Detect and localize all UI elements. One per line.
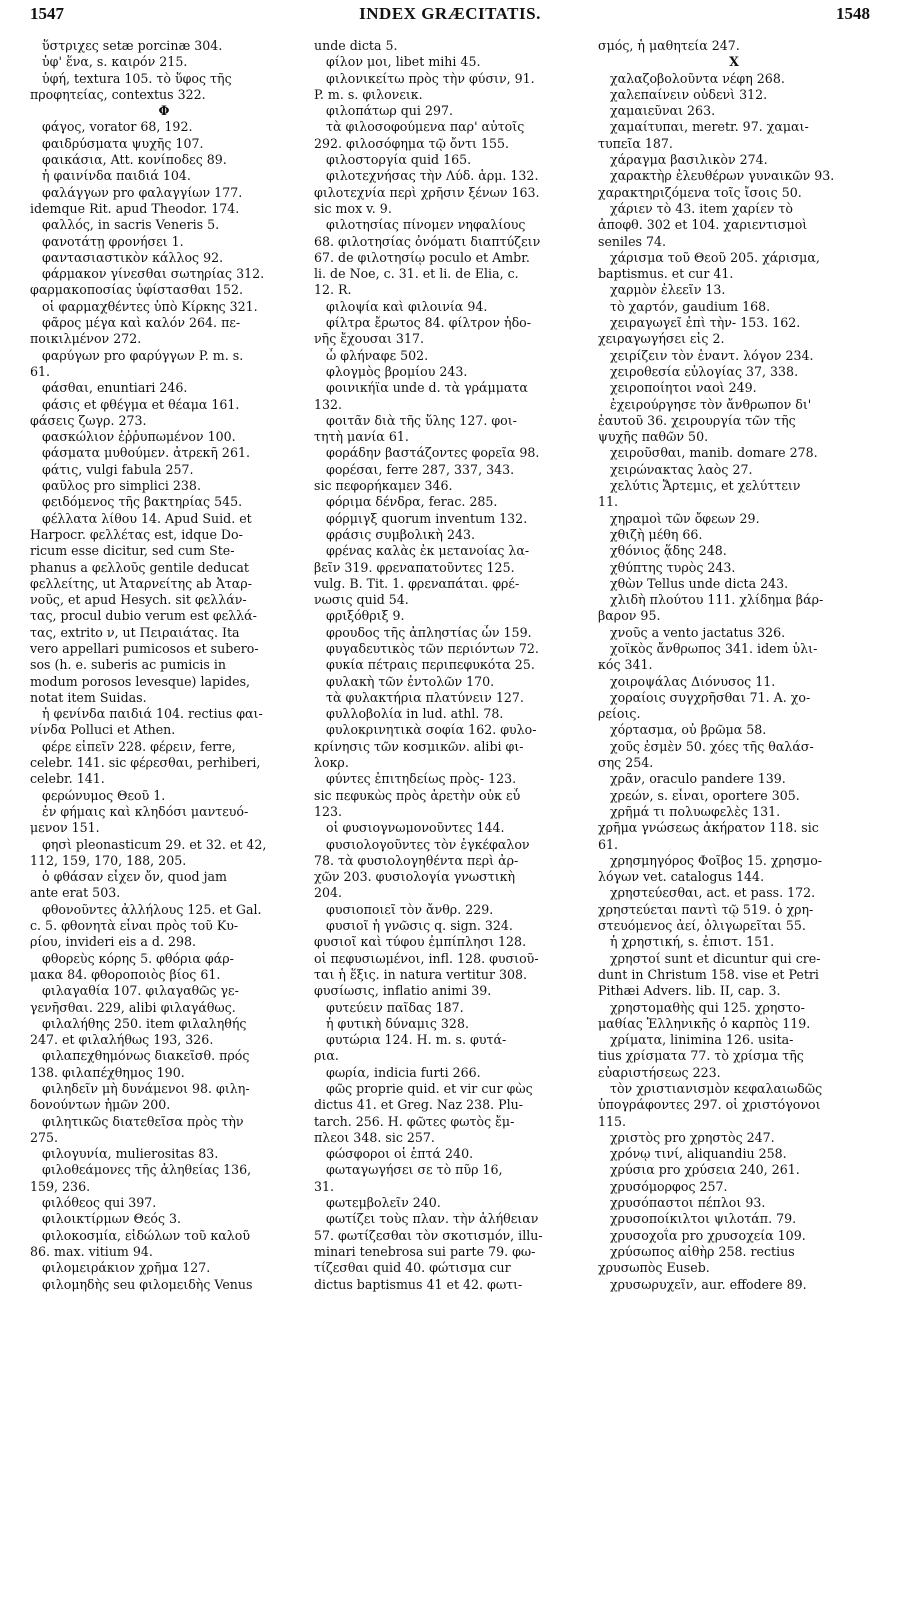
- index-entry-line: νῆς ἔχουσαι 317.: [314, 331, 424, 347]
- index-entry-line: φάσθαι, enuntiari 246.: [42, 380, 188, 396]
- index-entry-line: φάτις, vulgi fabula 257.: [42, 461, 194, 477]
- index-entry-line: χοραίοις συγχρῆσθαι 71. A. χο-: [610, 689, 811, 705]
- index-entry-line: φιλαλήθης 250. item φιλαληθής: [42, 1015, 247, 1031]
- index-entry-line: χρηστεύεται παντὶ τῷ 519. ὁ χρη-: [598, 901, 814, 917]
- index-entry-line: Pithæi Advers. lib. II, cap. 3.: [598, 983, 781, 999]
- index-entry-line: 112, 159, 170, 188, 205.: [30, 852, 187, 868]
- index-entry-line: χρόνῳ τινί, aliquandiu 258.: [610, 1146, 787, 1162]
- index-entry-line: φορέσαι, ferre 287, 337, 343.: [326, 461, 515, 477]
- index-entry-line: φυλλοβολία in lud. athl. 78.: [326, 706, 504, 722]
- index-entry-line: φάρμακον γίνεσθαι σωτηρίας 312.: [42, 266, 265, 282]
- index-entry-line: χοϊκὸς ἄνθρωπος 341. idem ὑλι-: [610, 640, 818, 656]
- index-entry-line: χρύσια pro χρύσεια 240, 261.: [610, 1162, 800, 1178]
- index-column-left: [30, 38, 298, 1603]
- index-entry-line: χθιζὴ μέθη 66.: [610, 526, 703, 542]
- index-entry-line: χρυσόπαστοι πέπλοι 93.: [610, 1195, 766, 1211]
- index-entry-line: κός 341.: [598, 657, 653, 673]
- index-entry-line: χαρμὸν ἐλεεῖν 13.: [610, 282, 726, 298]
- index-entry-line: χνοῦς a vento jactatus 326.: [610, 624, 786, 640]
- page-number-left: 1547: [30, 4, 64, 23]
- index-entry-line: προφητείας, contextus 322.: [30, 86, 206, 102]
- index-entry-line: νωσις quid 54.: [314, 592, 409, 608]
- index-entry-line: seniles 74.: [598, 233, 667, 249]
- index-entry-line: τυπεῖα 187.: [598, 135, 673, 151]
- index-entry-line: χθύπτης τυρὸς 243.: [610, 559, 736, 575]
- index-entry-line: φοιτᾶν διὰ τῆς ὕλης 127. φοι-: [326, 412, 517, 428]
- index-entry-line: ὦ φλήναφε 502.: [326, 347, 429, 363]
- index-entry-line: μακα 84. φθοροποιὸς βίος 61.: [30, 966, 221, 982]
- index-entry-line: δονούντων ἡμῶν 200.: [30, 1097, 171, 1113]
- index-entry-line: χόρτασμα, οὐ βρῶμα 58.: [610, 722, 767, 738]
- index-entry-line: φιλονικείτω πρὸς τὴν φύσιν, 91.: [326, 70, 535, 86]
- index-entry-line: 61.: [30, 363, 51, 379]
- index-entry-line: φιλοψία καὶ φιλοινία 94.: [326, 298, 488, 314]
- index-entry-line: vero appellari pumicosos et subero-: [30, 640, 259, 656]
- index-entry-line: φιλομηδὴς seu φιλομειδὴς Venus: [42, 1276, 253, 1292]
- index-entry-line: βαρον 95.: [598, 608, 661, 624]
- index-entry-line: 67. de φιλοτησίῳ poculo et Ambr.: [314, 249, 530, 265]
- index-entry-line: χλιδὴ πλούτου 111. χλίδημα βάρ-: [610, 592, 824, 608]
- index-entry-line: φλογμὸς βρομίου 243.: [326, 363, 468, 379]
- index-entry-line: 204.: [314, 885, 343, 901]
- index-entry-line: φιλητικῶς διατεθεῖσα πρὸς τὴν: [42, 1113, 244, 1129]
- index-entry-line: φιλοθεάμονες τῆς ἀληθείας 136,: [42, 1162, 252, 1178]
- index-entry-line: φυλακὴ τῶν ἐντολῶν 170.: [326, 673, 495, 689]
- index-entry-line: ποικιλμένον 272.: [30, 331, 142, 347]
- index-entry-line: φυσιολογοῦντες τὸν ἐγκέφαλον: [326, 836, 530, 852]
- index-entry-line: χρυσωπὸς Euseb.: [598, 1260, 710, 1276]
- index-entry-line: φησὶ pleonasticum 29. et 32. et 42,: [42, 836, 267, 852]
- index-entry-line: φαλλός, in sacris Veneris 5.: [42, 217, 220, 233]
- index-entry-line: notat item Suidas.: [30, 689, 147, 705]
- index-entry-line: φόρμιγξ quorum inventum 132.: [326, 510, 528, 526]
- index-entry-line: νίνδα Polluci et Athen.: [30, 722, 176, 738]
- index-entry-line: τὰ φυλακτήρια πλατύνειν 127.: [326, 689, 524, 705]
- index-columns: [30, 38, 870, 1603]
- index-entry-line: φυσιοποιεῖ τὸν ἄνθρ. 229.: [326, 901, 494, 917]
- index-entry-line: χειροῦσθαι, manib. domare 278.: [610, 445, 818, 461]
- index-entry-line: φρουδος τῆς ἀπληστίας ὧν 159.: [326, 624, 532, 640]
- index-entry-line: idemque Rit. apud Theodor. 174.: [30, 200, 240, 216]
- index-entry-line: ὑφ' ἕνα, s. καιρόν 215.: [42, 54, 188, 70]
- index-entry-line: χειραγωγήσει εἰς 2.: [598, 331, 725, 347]
- index-entry-line: φριξόθριξ 9.: [326, 608, 405, 624]
- index-entry-line: χρηστεύεσθαι, act. et pass. 172.: [610, 885, 816, 901]
- index-entry-line: φυτεύειν παῖδας 187.: [326, 999, 464, 1015]
- index-entry-line: φάγος, vorator 68, 192.: [42, 119, 193, 135]
- index-entry-line: Harpocr. φελλέτας est, idque Do-: [30, 526, 243, 542]
- index-entry-line: χειρώνακτας λαὸς 27.: [610, 461, 753, 477]
- index-entry-line: φιλοκοσμία, εἰδώλων τοῦ καλοῦ: [42, 1227, 251, 1243]
- index-entry-line: χρίματα, linimina 126. usita-: [610, 1032, 794, 1048]
- index-entry-line: φιλαπεχθημόνως διακεῖσθ. πρός: [42, 1048, 250, 1064]
- index-entry-line: τὸ χαρτόν, gaudium 168.: [610, 298, 771, 314]
- index-entry-line: τητὴ μανία 61.: [314, 429, 409, 445]
- index-entry-line: ψυχῆς παθῶν 50.: [598, 429, 709, 445]
- index-entry-line: 86. max. vitium 94.: [30, 1243, 153, 1259]
- index-entry-line: οἱ φαρμαχθέντες ὑπὸ Κίρκης 321.: [42, 298, 258, 314]
- index-entry-line: μαθίας Ἑλληνικῆς ὁ καρπὸς 119.: [598, 1015, 811, 1031]
- index-entry-line: χρύσωπος αἰθὴρ 258. rectius: [610, 1243, 795, 1259]
- index-entry-line: φιλοπάτωρ qui 297.: [326, 103, 453, 119]
- index-entry-line: φωρία, indicia furti 266.: [326, 1064, 481, 1080]
- index-entry-line: χρηστομαθὴς qui 125. χρηστο-: [610, 999, 805, 1015]
- index-entry-line: 159, 236.: [30, 1178, 91, 1194]
- page-title: INDEX GRÆCITATIS.: [359, 4, 541, 23]
- index-entry-line: φώσφοροι οἱ ἑπτά 240.: [326, 1146, 474, 1162]
- index-entry-line: modum porosos levesque) lapides,: [30, 673, 251, 689]
- index-entry-line: τας, procul dubio verum est φελλά-: [30, 608, 257, 624]
- index-entry-line: φίλτρα ἔρωτος 84. φίλτρον ἡδο-: [326, 315, 531, 331]
- index-entry-line: νοῦς, et apud Hesych. sit φελλάν-: [30, 592, 247, 608]
- index-entry-line: φάσεις ζωγρ. 273.: [30, 412, 147, 428]
- index-entry-line: ρια.: [314, 1048, 339, 1064]
- index-entry-line: χάραγμα βασιλικὸν 274.: [610, 152, 768, 168]
- index-entry-line: sos (h. e. suberis ac pumicis in: [30, 657, 226, 673]
- index-entry-line: φοράδην βαστάζοντες φορεῖα 98.: [326, 445, 540, 461]
- index-entry-line: χοῦς ἐσμὲν 50. χόες τῆς θαλάσ-: [610, 738, 814, 754]
- index-entry-line: γενῆσθαι. 229, alibi φιλαγάθως.: [30, 999, 236, 1015]
- index-entry-line: φάσις et φθέγμα et θέαμα 161.: [42, 396, 240, 412]
- index-entry-line: οἱ πεφυσιωμένοι, infl. 128. φυσιοῦ-: [314, 950, 539, 966]
- index-entry-line: 78. τὰ φυσιολογηθέντα περὶ ἀρ-: [314, 852, 519, 868]
- index-entry-line: φωτίζει τοὺς πλαν. τὴν ἀλήθειαν: [326, 1211, 539, 1227]
- index-column-middle: [314, 38, 582, 1603]
- index-entry-line: φιλοικτίρμων Θεός 3.: [42, 1211, 182, 1227]
- index-entry-line: φαρύγων pro φαρύγγων P. m. s.: [42, 347, 244, 363]
- index-entry-line: φιλομειράκιον χρῆμα 127.: [42, 1260, 211, 1276]
- index-entry-line: τας, extrito ν, ut Πειραιάτας. Ita: [30, 624, 240, 640]
- index-entry-line: φιλόθεος qui 397.: [42, 1195, 157, 1211]
- index-entry-line: χελύτις Ἄρτεμις, et χελύττειν: [610, 478, 801, 494]
- index-entry-line: φυκία πέτραις περιπεφυκότα 25.: [326, 657, 535, 673]
- index-entry-line: χαμαίτυπαι, meretr. 97. χαμαι-: [610, 119, 809, 135]
- index-entry-line: φάσματα μυθούμεν. ἀτρεκῆ 261.: [42, 445, 250, 461]
- index-entry-line: λόγων vet. catalogus 144.: [598, 869, 765, 885]
- index-entry-line: χαρακτὴρ ἐλευθέρων γυναικῶν 93.: [610, 168, 835, 184]
- index-entry-line: φθονοῦντες ἀλλήλους 125. et Gal.: [42, 901, 262, 917]
- index-entry-line: φύντες ἐπιτηδείως πρὸς- 123.: [326, 771, 517, 787]
- index-entry-line: ἑαυτοῦ 36. χειρουργία τῶν τῆς: [598, 412, 796, 428]
- index-entry-line: χοιροψάλας Διόνυσος 11.: [610, 673, 776, 689]
- index-entry-line: φθορεὺς κόρης 5. φθόρια φάρ-: [42, 950, 234, 966]
- index-entry-line: φαρμακοποσίας ὑφίστασθαι 152.: [30, 282, 243, 298]
- index-entry-line: εὐαριστήσεως 223.: [598, 1064, 721, 1080]
- index-entry-line: phanus a φελλοῦς gentile deducat: [30, 559, 249, 575]
- index-entry-line: 123.: [314, 803, 343, 819]
- index-entry-line: φανοτάτῃ φρονήσει 1.: [42, 233, 184, 249]
- section-letter: X: [729, 54, 739, 70]
- index-entry-line: ἡ φενίνδα παιδιά 104. rectius φαι-: [42, 706, 263, 722]
- index-entry-line: φυσίωσις, inflatio animi 39.: [314, 983, 492, 999]
- index-entry-line: χειροποίητοι ναοὶ 249.: [610, 380, 757, 396]
- index-entry-line: dictus 41. et Greg. Naz 238. Plu-: [314, 1097, 524, 1113]
- index-entry-line: tarch. 256. H. φῶτες φωτὸς ἔμ-: [314, 1113, 515, 1129]
- index-entry-line: χρυσωρυχεῖν, aur. effodere 89.: [610, 1276, 807, 1292]
- index-entry-line: βεῖν 319. φρεναπατοῦντες 125.: [314, 559, 515, 575]
- index-entry-line: λοκρ.: [314, 755, 349, 771]
- index-entry-line: φυγαδευτικὸς τῶν περιόντων 72.: [326, 640, 539, 656]
- index-entry-line: χρυσοχοΐα pro χρυσοχεία 109.: [610, 1227, 806, 1243]
- index-entry-line: φυσιοῖ ἡ γνῶσις q. sign. 324.: [326, 918, 513, 934]
- index-entry-line: φωτεμβολεῖν 240.: [326, 1195, 441, 1211]
- index-entry-line: φιλοτησίας πίνομεν νηφαλίους: [326, 217, 526, 233]
- index-entry-line: dictus baptismus 41 et 42. φωτι-: [314, 1276, 523, 1292]
- index-entry-line: vulg. B. Tit. 1. φρεναπάται. φρέ-: [314, 575, 520, 591]
- index-entry-line: 31.: [314, 1178, 335, 1194]
- index-entry-line: φόριμα δένδρα, ferac. 285.: [326, 494, 498, 510]
- index-entry-line: 115.: [598, 1113, 627, 1129]
- index-entry-line: τὰ φιλοσοφούμενα παρ' αὐτοῖς: [326, 119, 525, 135]
- index-entry-line: χηραμοὶ τῶν ὄφεων 29.: [610, 510, 760, 526]
- index-entry-line: μενον 151.: [30, 820, 100, 836]
- index-entry-line: χαμαιεῦναι 263.: [610, 103, 716, 119]
- index-entry-line: χῶν 203. φυσιολογία γνωστικὴ: [314, 869, 516, 885]
- index-entry-line: φαῦλος pro simplici 238.: [42, 478, 201, 494]
- index-entry-line: 292. φιλοσόφημα τῷ ὄντι 155.: [314, 135, 510, 151]
- index-entry-line: χρεών, s. εἶναι, oportere 305.: [610, 787, 800, 803]
- index-entry-line: celebr. 141. sic φέρεσθαι, perhiberi,: [30, 755, 261, 771]
- index-entry-line: χθὼν Tellus unde dicta 243.: [610, 575, 789, 591]
- index-entry-line: tius χρίσματα 77. τὸ χρίσμα τῆς: [598, 1048, 804, 1064]
- index-entry-line: φασκώλιον ἐῤῥυπωμένον 100.: [42, 429, 236, 445]
- index-entry-line: 275.: [30, 1129, 59, 1145]
- index-entry-line: baptismus. et cur 41.: [598, 266, 734, 282]
- index-entry-line: τὸν χριστιανισμὸν κεφαλαιωδῶς: [610, 1081, 823, 1096]
- index-entry-line: φαιδρύσματα ψυχῆς 107.: [42, 135, 204, 151]
- index-entry-line: φερώνυμος Θεοῦ 1.: [42, 787, 166, 803]
- index-entry-line: φιλοτεχνήσας τὴν Λύδ. ἁρμ. 132.: [326, 168, 539, 184]
- index-entry-line: ἀποφθ. 302 et 104. χαριεντισμοὶ: [598, 217, 808, 233]
- index-entry-line: χρηστοί sunt et dicuntur qui cre-: [610, 950, 821, 966]
- index-entry-line: 68. φιλοτησίας ὀνόματι διαπτύζειν: [314, 233, 541, 249]
- index-entry-line: φέλλατα λίθου 14. Apud Suid. et: [42, 510, 252, 526]
- index-entry-line: κρίνησις τῶν κοσμικῶν. alibi φι-: [314, 738, 524, 754]
- index-entry-line: ἡ φαινίνδα παιδιά 104.: [42, 168, 191, 184]
- index-entry-line: χάριεν τὸ 43. item χαρίεν τὸ: [610, 200, 793, 216]
- index-entry-line: φυσιοῖ καὶ τύφου ἐμπίπλησι 128.: [314, 934, 527, 950]
- page-number-right: 1548: [836, 4, 870, 23]
- index-entry-line: φυλοκρινητικὰ σοφία 162. φυλο-: [326, 722, 537, 738]
- index-entry-line: φιλοστοργία quid 165.: [326, 152, 472, 168]
- index-entry-line: sic πεφυκὼς πρὸς ἀρετὴν οὐκ εὖ: [314, 787, 521, 803]
- index-entry-line: 12. R.: [314, 282, 352, 298]
- index-entry-line: 61.: [598, 836, 619, 852]
- index-entry-line: φράσις συμβολικὴ 243.: [326, 526, 475, 542]
- index-entry-line: χθόνιος ᾅδης 248.: [610, 543, 727, 559]
- section-letter: Φ: [158, 103, 170, 119]
- index-entry-line: χρησμηγόρος Φοῖβος 15. χρησμο-: [610, 852, 823, 868]
- index-entry-line: φιληδεῖν μὴ δυνάμενοι 98. φιλη-: [42, 1081, 250, 1096]
- index-entry-line: φαλάγγων pro φαλαγγίων 177.: [42, 184, 243, 200]
- index-entry-line: unde dicta 5.: [314, 38, 398, 53]
- index-entry-line: φᾶρος μέγα καὶ καλόν 264. πε-: [42, 315, 241, 331]
- index-entry-line: φαικάσια, Att. κονίποδες 89.: [42, 152, 227, 168]
- index-entry-line: φωταγωγήσει σε τὸ πῦρ 16,: [326, 1162, 503, 1178]
- index-entry-line: χαλεπαίνειν οὐδενὶ 312.: [610, 86, 768, 102]
- index-entry-line: φρένας καλὰς ἐκ μετανοίας λα-: [326, 543, 530, 559]
- index-entry-line: c. 5. φθονητὰ εἶναι πρὸς τοῦ Κυ-: [30, 918, 239, 934]
- index-entry-line: φῶς proprie quid. et vir cur φὼς: [326, 1081, 533, 1096]
- index-entry-line: χάρισμα τοῦ Θεοῦ 205. χάρισμα,: [610, 249, 820, 265]
- index-entry-line: στευόμενος ἀεί, ὀλιγωρεῖται 55.: [598, 918, 806, 934]
- index-entry-line: ἡ χρηστική, s. ἐπιστ. 151.: [610, 934, 775, 950]
- index-entry-line: dunt in Christum 158. vise et Petri: [598, 966, 819, 982]
- index-entry-line: ρείοις.: [598, 706, 641, 722]
- index-entry-line: ὑπογράφοντες 297. οἱ χριστόγονοι: [598, 1097, 821, 1113]
- index-entry-line: φοινικήϊα unde d. τὰ γράμματα: [326, 380, 528, 396]
- index-entry-line: φίλον μοι, libet mihi 45.: [326, 54, 481, 70]
- index-entry-line: σμός, ἡ μαθητεία 247.: [598, 38, 740, 53]
- index-entry-line: τίζεσθαι quid 40. φώτισμα cur: [314, 1260, 511, 1276]
- index-entry-line: sic πεφορήκαμεν 346.: [314, 478, 453, 494]
- index-entry-line: P. m. s. φιλονεικ.: [314, 86, 423, 102]
- index-entry-line: χρυσοποίκιλτοι ψιλοτάπ. 79.: [610, 1211, 797, 1227]
- index-entry-line: φελλείτης, ut Ἀταρνείτης ab Ἀταρ-: [30, 575, 252, 591]
- index-entry-line: minari tenebrosa sui parte 79. φω-: [314, 1243, 536, 1259]
- index-entry-line: celebr. 141.: [30, 771, 105, 787]
- index-entry-line: ἐν φήμαις καὶ κληδόσι μαντευό-: [42, 803, 249, 819]
- index-entry-line: χριστὸς pro χρηστὸς 247.: [610, 1129, 775, 1145]
- index-entry-line: φυτώρια 124. H. m. s. φυτά-: [326, 1032, 507, 1048]
- index-entry-line: φιλαγαθία 107. φιλαγαθῶς γε-: [42, 983, 239, 999]
- index-entry-line: φιλοτεχνία περὶ χρῆσιν ξένων 163.: [314, 184, 540, 200]
- index-entry-line: χειραγωγεῖ ἐπὶ τὴν- 153. 162.: [610, 315, 801, 331]
- index-entry-line: οἱ φυσιογνωμονοῦντες 144.: [326, 820, 505, 836]
- index-entry-line: χρῆμα γνώσεως ἀκήρατον 118. sic: [598, 820, 819, 836]
- running-header: [30, 4, 870, 30]
- index-entry-line: σης 254.: [598, 755, 654, 771]
- index-entry-line: li. de Noe, c. 31. et li. de Elia, c.: [314, 266, 519, 282]
- index-entry-line: φιλογυνία, mulierositas 83.: [42, 1146, 219, 1162]
- index-entry-line: 11.: [598, 494, 619, 510]
- index-entry-line: φέρε εἰπεῖν 228. φέρειν, ferre,: [42, 738, 236, 754]
- index-entry-line: χαλαζοβολοῦντα νέφη 268.: [610, 70, 785, 86]
- index-entry-line: χαρακτηριζόμενα τοῖς ἴσοις 50.: [598, 184, 802, 200]
- index-entry-line: χειροθεσία εὐλογίας 37, 338.: [610, 363, 799, 379]
- index-entry-line: 247. et φιλαλήθως 193, 326.: [30, 1032, 214, 1048]
- index-entry-line: ἐχειρούργησε τὸν ἄνθρωπον δι': [610, 396, 812, 412]
- index-entry-line: φαντασιαστικὸν κάλλος 92.: [42, 249, 224, 265]
- index-entry-line: ὑφή, textura 105. τὸ ὕφος τῆς: [42, 70, 232, 86]
- index-entry-line: ἡ φυτικὴ δύναμις 328.: [326, 1015, 469, 1031]
- index-entry-line: πλεοι 348. sic 257.: [314, 1129, 435, 1145]
- index-entry-line: ante erat 503.: [30, 885, 121, 901]
- index-entry-line: 138. φιλαπέχθημος 190.: [30, 1064, 185, 1080]
- index-entry-line: χειρίζειν τὸν ἐναντ. λόγον 234.: [610, 347, 814, 363]
- index-entry-line: ται ἡ ἕξις. in natura vertitur 308.: [314, 966, 528, 982]
- index-entry-line: 132.: [314, 396, 343, 412]
- index-column-right: [598, 38, 870, 1603]
- index-entry-line: ricum esse dicitur, sed cum Ste-: [30, 543, 235, 559]
- index-entry-line: ὁ φθάσαν εἶχεν ὄν, quod jam: [42, 869, 227, 885]
- index-entry-line: ρίου, invideri eis a d. 298.: [30, 934, 197, 950]
- index-entry-line: χρῆμά τι πολυωφελὲς 131.: [610, 803, 781, 819]
- index-entry-line: φειδόμενος τῆς βακτηρίας 545.: [42, 494, 243, 510]
- index-entry-line: sic mox v. 9.: [314, 200, 392, 216]
- index-entry-line: 57. φωτίζεσθαι τὸν σκοτισμόν, illu-: [314, 1227, 543, 1243]
- index-entry-line: χρᾶν, oraculo pandere 139.: [610, 771, 786, 787]
- index-entry-line: χρυσόμορφος 257.: [610, 1178, 728, 1194]
- index-entry-line: ὕστριχες setæ porcinæ 304.: [42, 38, 223, 53]
